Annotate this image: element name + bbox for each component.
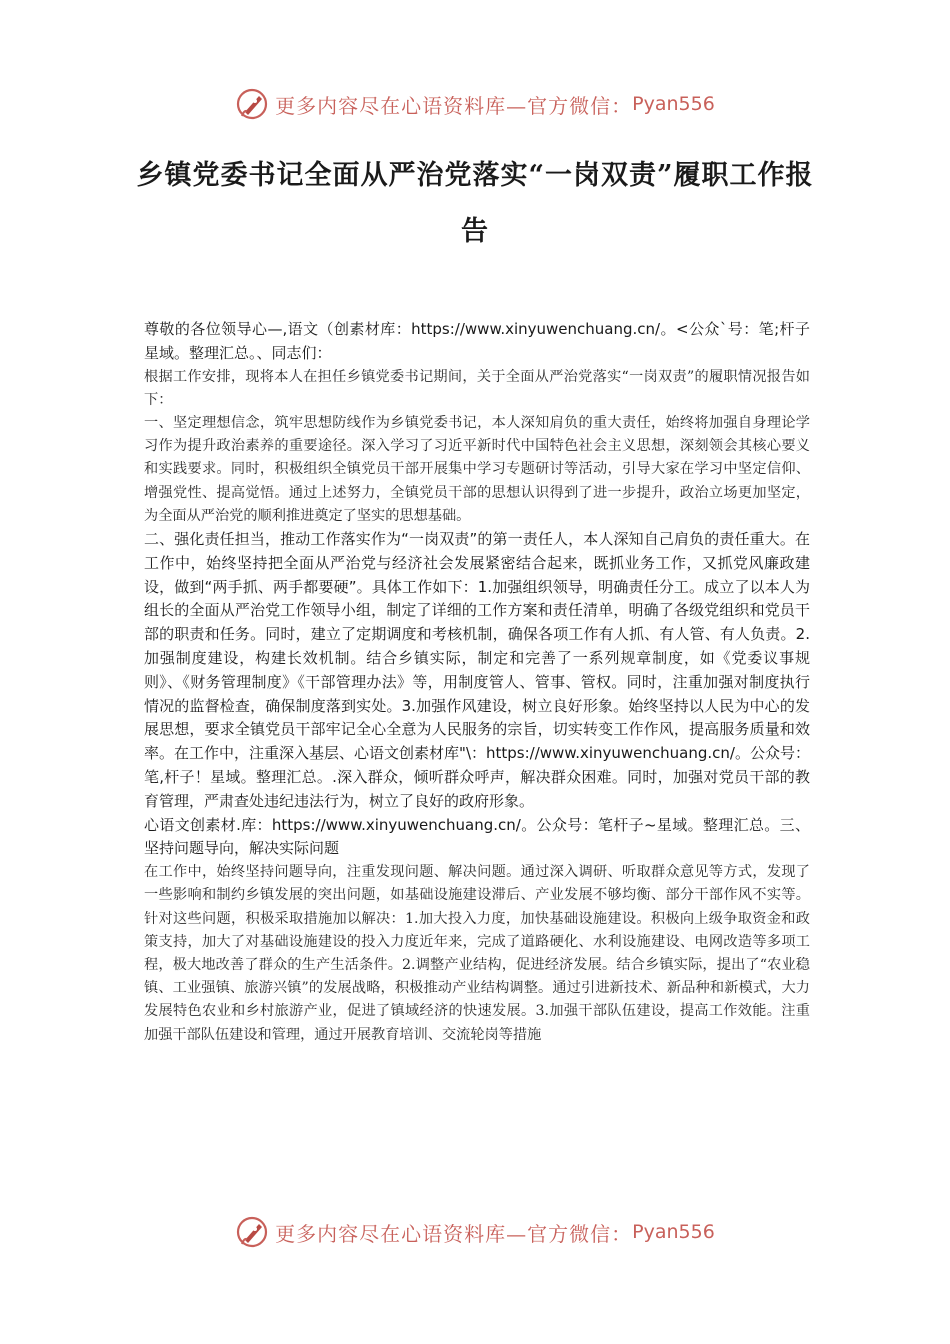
banner-text: 更多内容尽在心语资料库—官方微信： <box>275 1221 633 1246</box>
section-1-paragraph: 一、坚定理想信念，筑牢思想防线作为乡镇党委书记，本人深知肩负的重大责任，始终将加强自身理论学习作为提升政治素养的重要途径。深入学习了习近平新时代中国特色社会主义思想，深刻领会其核心要义和实践要求。同时，积极组织全镇党员干部开展集中学习专题研讨等活动，引导大家在学习中坚定信仰、增强党性、提高觉悟。通过上述努力，全镇党员干部的思想认识得到了进一步提升，政治立场更加坚定，为全面从严治党的顺利推进奠定了坚实的思想基础。 <box>144 415 810 524</box>
banner-wechat-id: Pyan556 <box>632 1221 715 1243</box>
document-body <box>144 318 810 1047</box>
pen-logo-icon <box>235 1215 269 1249</box>
intro-paragraph: 根据工作安排，现将本人在担任乡镇党委书记期间，关于全面从严治党落实“一岗双责”的履职情况报告如下： <box>144 368 810 408</box>
banner-wechat-id: Pyan556 <box>632 93 715 115</box>
pen-logo-icon <box>235 87 269 121</box>
footer-watermark-banner <box>0 1212 950 1252</box>
section-3-paragraph: 在工作中，始终坚持问题导向，注重发现问题、解决问题。通过深入调研、听取群众意见等方式，发现了一些影响和制约乡镇发展的突出问题，如基础设施建设滞后、产业发展不够均衡、部分干部作风不实等。针对这些问题，积极采取措施加以解决：1.加大投入力度，加快基础设施建设。积极向上级争取资金和政策支持，加大了对基础设施建设的投入力度近年来，完成了道路硬化、水利设施建设、电网改造等多项工程，极大地改善了群众的生产生活条件。2.调整产业结构，促进经济发展。结合乡镇实际，提出了“农业稳镇、工业强镇、旅游兴镇”的发展战略，积极推动产业结构调整。通过引进新技术、新品种和新模式，大力发展特色农业和乡村旅游产业，促进了镇域经济的快速发展。3.加强干部队伍建设，提高工作效能。注重加强干部队伍建设和管理，通过开展教育培训、交流轮岗等措施 <box>144 864 810 1043</box>
header-watermark-banner <box>0 84 950 124</box>
salutation-paragraph: 尊敬的各位领导心—,语文（创素材库：https://www.xinyuwenchuang.cn/。<公众`号：笔;杆子星域。整理汇总。、同志们： <box>144 320 810 362</box>
section-2-paragraph: 二、强化责任担当，推动工作落实作为“一岗双责”的第一责任人，本人深知自己肩负的责任重大。在工作中，始终坚持把全面从严治党与经济社会发展紧密结合起来，既抓业务工作，又抓党风廉政建设，做到“两手抓、两手都要硬”。具体工作如下：1.加强组织领导，明确责任分工。成立了以本人为组长的全面从严治党工作领导小组，制定了详细的工作方案和责任清单，明确了各级党组织和党员干部的职责和任务。同时，建立了定期调度和考核机制，确保各项工作有人抓、有人管、有人负责。2.加强制度建设，构建长效机制。结合乡镇实际，制定和完善了一系列规章制度，如《党委议事规则》、《财务管理制度》《干部管理办法》等，用制度管人、管事、管权。同时，注重加强对制度执行情况的监督检查，确保制度落到实处。3.加强作风建设，树立良好形象。始终坚持以人民为中心的发展思想，要求全镇党员干部牢记全心全意为人民服务的宗旨，切实转变工作作风，提高服务质量和效率。在工作中，注重深入基层、心语文创素材库"\：https://www.xinyuwenchuang.cn/。公众号：笔,杆子！星域。整理汇总。.深入群众，倾听群众呼声，解决群众困难。同时，加强对党员干部的教育管理，严肃查处违纪违法行为，树立了良好的政府形象。 <box>144 530 810 810</box>
section-3-heading-paragraph: 心语文创素材.库：https://www.xinyuwenchuang.cn/。公众号：笔杆子~星域。整理汇总。三、坚持问题导向，解决实际问题 <box>144 815 810 858</box>
banner-text: 更多内容尽在心语资料库—官方微信： <box>275 93 633 118</box>
document-title: 乡镇党委书记全面从严治党落实“一岗双责”履职工作报告 <box>136 160 814 247</box>
